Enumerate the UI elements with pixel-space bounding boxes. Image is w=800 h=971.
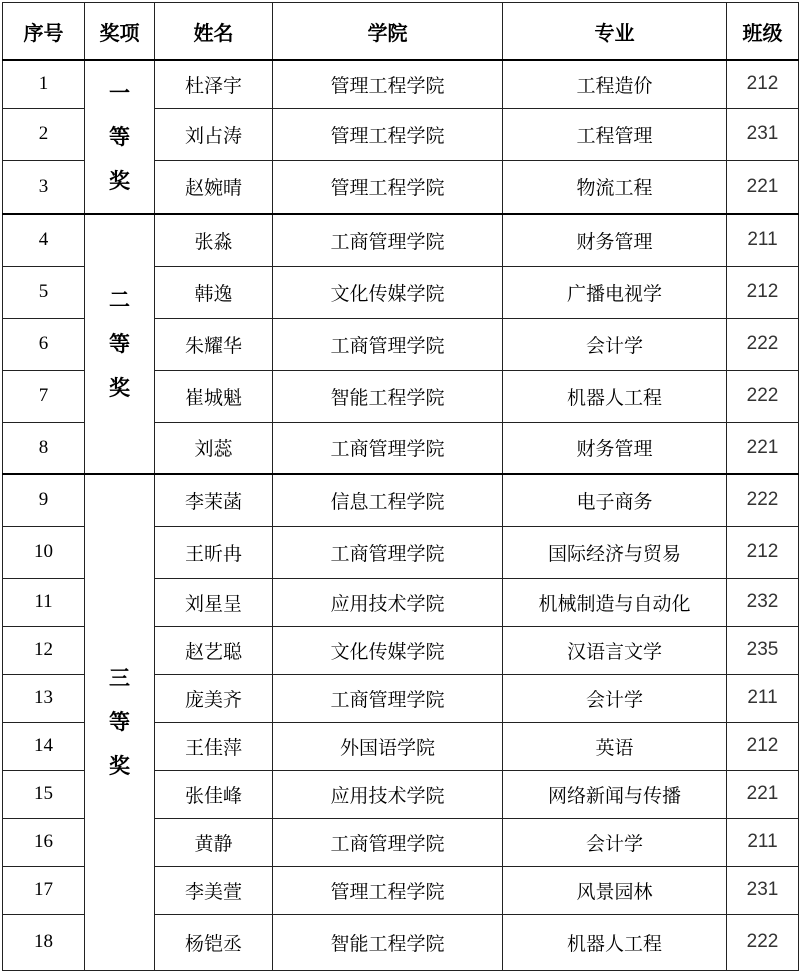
major: 财务管理 <box>503 422 727 474</box>
college: 智能工程学院 <box>273 370 503 422</box>
award-table <box>2 2 799 971</box>
major: 国际经济与贸易 <box>503 526 727 578</box>
row-index: 11 <box>3 578 85 626</box>
class-number: 212 <box>727 266 799 318</box>
college: 管理工程学院 <box>273 160 503 214</box>
class-number: 221 <box>727 770 799 818</box>
award-char: 等 <box>109 710 130 735</box>
class-number: 231 <box>727 866 799 914</box>
row-index: 3 <box>3 160 85 214</box>
student-name: 张佳峰 <box>155 770 273 818</box>
student-name: 王昕冉 <box>155 526 273 578</box>
college: 管理工程学院 <box>273 108 503 160</box>
major: 工程造价 <box>503 60 727 108</box>
major: 会计学 <box>503 818 727 866</box>
class-number: 235 <box>727 626 799 674</box>
class-number: 211 <box>727 818 799 866</box>
major: 网络新闻与传播 <box>503 770 727 818</box>
header-index: 序号 <box>3 3 85 61</box>
major: 英语 <box>503 722 727 770</box>
row-index: 16 <box>3 818 85 866</box>
award-level-second <box>85 214 155 474</box>
college: 应用技术学院 <box>273 770 503 818</box>
major: 机器人工程 <box>503 370 727 422</box>
student-name: 黄静 <box>155 818 273 866</box>
row-index: 9 <box>3 474 85 526</box>
header-college: 学院 <box>273 3 503 61</box>
row-index: 13 <box>3 674 85 722</box>
student-name: 刘占涛 <box>155 108 273 160</box>
major: 财务管理 <box>503 214 727 266</box>
table-row <box>3 60 799 108</box>
major: 机器人工程 <box>503 914 727 970</box>
row-index: 2 <box>3 108 85 160</box>
award-char: 等 <box>109 332 130 356</box>
college: 文化传媒学院 <box>273 266 503 318</box>
class-number: 212 <box>727 60 799 108</box>
college: 文化传媒学院 <box>273 626 503 674</box>
major: 会计学 <box>503 318 727 370</box>
college: 管理工程学院 <box>273 60 503 108</box>
class-number: 212 <box>727 526 799 578</box>
student-name: 赵婉晴 <box>155 160 273 214</box>
class-number: 231 <box>727 108 799 160</box>
row-index: 10 <box>3 526 85 578</box>
major: 机械制造与自动化 <box>503 578 727 626</box>
college: 工商管理学院 <box>273 818 503 866</box>
class-number: 211 <box>727 214 799 266</box>
row-index: 18 <box>3 914 85 970</box>
row-index: 17 <box>3 866 85 914</box>
award-char: 奖 <box>109 169 130 193</box>
table-row <box>3 214 799 266</box>
student-name: 杜泽宇 <box>155 60 273 108</box>
header-name: 姓名 <box>155 3 273 61</box>
student-name: 杨铠丞 <box>155 914 273 970</box>
header-award: 奖项 <box>85 3 155 61</box>
college: 工商管理学院 <box>273 318 503 370</box>
row-index: 14 <box>3 722 85 770</box>
major: 广播电视学 <box>503 266 727 318</box>
row-index: 6 <box>3 318 85 370</box>
class-number: 222 <box>727 914 799 970</box>
header-class: 班级 <box>727 3 799 61</box>
college: 工商管理学院 <box>273 214 503 266</box>
award-char: 奖 <box>109 754 130 779</box>
major: 物流工程 <box>503 160 727 214</box>
award-char: 三 <box>109 666 130 691</box>
row-index: 4 <box>3 214 85 266</box>
student-name: 赵艺聪 <box>155 626 273 674</box>
row-index: 7 <box>3 370 85 422</box>
college: 工商管理学院 <box>273 422 503 474</box>
header-row <box>3 3 799 61</box>
class-number: 222 <box>727 474 799 526</box>
award-char: 一 <box>109 81 130 105</box>
row-index: 15 <box>3 770 85 818</box>
award-level-third <box>85 474 155 970</box>
major: 会计学 <box>503 674 727 722</box>
class-number: 232 <box>727 578 799 626</box>
major: 电子商务 <box>503 474 727 526</box>
college: 管理工程学院 <box>273 866 503 914</box>
college: 工商管理学院 <box>273 526 503 578</box>
major: 工程管理 <box>503 108 727 160</box>
class-number: 221 <box>727 160 799 214</box>
student-name: 韩逸 <box>155 266 273 318</box>
student-name: 刘蕊 <box>155 422 273 474</box>
award-level-first <box>85 60 155 214</box>
class-number: 211 <box>727 674 799 722</box>
college: 应用技术学院 <box>273 578 503 626</box>
student-name: 崔城魁 <box>155 370 273 422</box>
college: 外国语学院 <box>273 722 503 770</box>
row-index: 12 <box>3 626 85 674</box>
college: 信息工程学院 <box>273 474 503 526</box>
table-row <box>3 474 799 526</box>
row-index: 8 <box>3 422 85 474</box>
college: 工商管理学院 <box>273 674 503 722</box>
award-char: 等 <box>109 125 130 149</box>
award-char: 二 <box>109 288 130 312</box>
student-name: 张淼 <box>155 214 273 266</box>
row-index: 5 <box>3 266 85 318</box>
student-name: 庞美齐 <box>155 674 273 722</box>
class-number: 221 <box>727 422 799 474</box>
header-major: 专业 <box>503 3 727 61</box>
student-name: 李美萱 <box>155 866 273 914</box>
student-name: 朱耀华 <box>155 318 273 370</box>
class-number: 222 <box>727 318 799 370</box>
major: 汉语言文学 <box>503 626 727 674</box>
award-char: 奖 <box>109 376 130 400</box>
row-index: 1 <box>3 60 85 108</box>
major: 风景园林 <box>503 866 727 914</box>
student-name: 李茉菡 <box>155 474 273 526</box>
class-number: 222 <box>727 370 799 422</box>
student-name: 刘星呈 <box>155 578 273 626</box>
student-name: 王佳萍 <box>155 722 273 770</box>
college: 智能工程学院 <box>273 914 503 970</box>
class-number: 212 <box>727 722 799 770</box>
